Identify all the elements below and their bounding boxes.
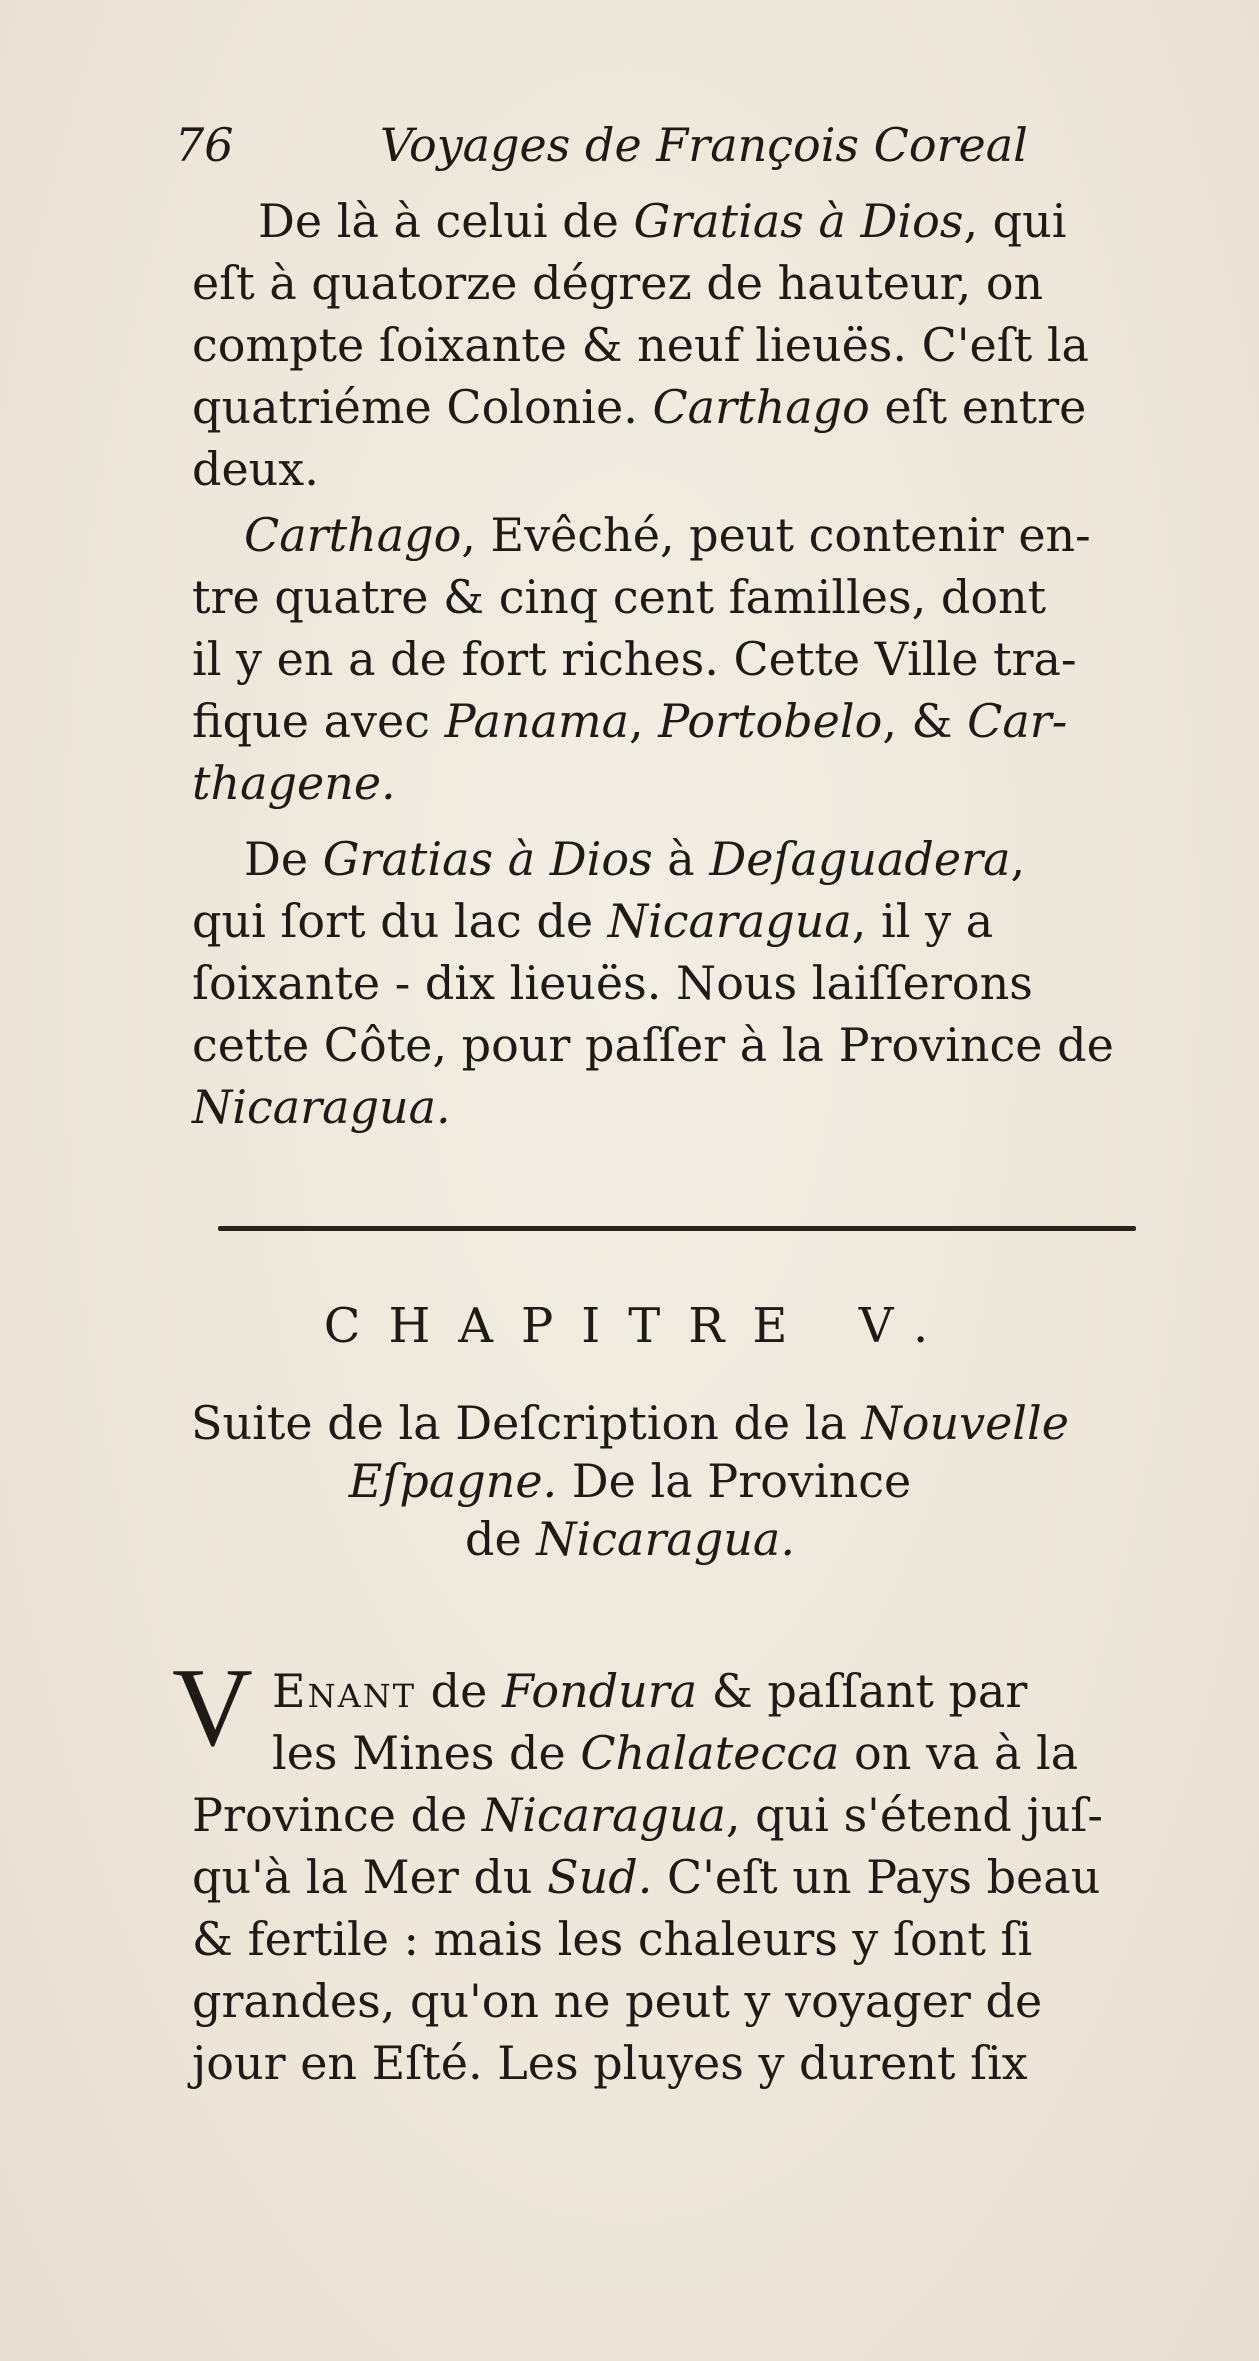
italic-run: Gratias à Dios xyxy=(633,194,964,248)
text-line xyxy=(272,1726,1079,1780)
text-run: deux. xyxy=(192,442,319,496)
italic-run: Fondura xyxy=(501,1664,698,1718)
italic-run: Car- xyxy=(967,694,1068,748)
text-line xyxy=(192,1850,1101,1904)
text-run: , & xyxy=(882,694,968,748)
text-line xyxy=(244,832,1026,886)
section-rule xyxy=(218,1226,1136,1231)
text-run: grandes, qu'on ne peut y voyager de xyxy=(192,1974,1043,2028)
italic-run: Nicaragua. xyxy=(536,1512,795,1566)
text-run: , qui xyxy=(963,194,1067,248)
italic-run: Carthago xyxy=(244,508,462,562)
italic-run: thagene. xyxy=(192,756,396,810)
text-run: eſt à quatorze dégrez de hauteur, on xyxy=(192,256,1044,310)
text-run: tre quatre & cinq cent familles, dont xyxy=(192,570,1047,624)
text-run: on va à la xyxy=(839,1726,1079,1780)
text-run: qu'à la Mer du xyxy=(192,1850,548,1904)
text-line xyxy=(192,442,319,496)
text-line xyxy=(192,380,1087,434)
text-run: les Mines de xyxy=(272,1726,581,1780)
text-line xyxy=(192,2036,1028,2090)
text-line xyxy=(192,756,396,810)
text-line xyxy=(192,632,1077,686)
text-line xyxy=(192,256,1044,310)
drop-cap: V xyxy=(172,1646,253,1770)
text-line xyxy=(192,1080,451,1134)
text-run: quatriéme Colonie. xyxy=(192,380,653,434)
chapter-title: CHAPITRE V. xyxy=(323,1298,957,1354)
text-line xyxy=(192,956,1033,1010)
text-run: De là à celui de xyxy=(258,194,634,248)
text-line xyxy=(192,570,1047,624)
italic-run: Carthago xyxy=(652,380,870,434)
text-run: cette Côte, pour paſſer à la Province de xyxy=(192,1018,1114,1072)
italic-run: Sud. xyxy=(547,1850,653,1904)
italic-run: Panama xyxy=(444,694,630,748)
text-run: , Evêché, peut contenir en- xyxy=(461,508,1091,562)
text-run: & fertile : mais les chaleurs y ſont ſi xyxy=(192,1912,1033,1966)
italic-run: Deſaguadera xyxy=(709,832,1011,886)
text-run: eſt entre xyxy=(869,380,1087,434)
text-run: Province de xyxy=(192,1788,482,1842)
text-run: compte ſoixante & neuf lieuës. C'eſt la xyxy=(192,318,1089,372)
italic-run: Eſpagne. xyxy=(348,1454,558,1508)
text-line xyxy=(192,1912,1033,1966)
running-title: Voyages de François Coreal xyxy=(380,118,1028,172)
text-line xyxy=(192,1018,1114,1072)
subtitle-line xyxy=(175,1512,1085,1566)
italic-run: Nouvelle xyxy=(861,1396,1069,1450)
text-run: de xyxy=(465,1512,537,1566)
text-run: à xyxy=(652,832,710,886)
text-run: jour en Eſté. Les pluyes y durent ſix xyxy=(192,2036,1028,2090)
text-run: de xyxy=(416,1664,502,1718)
text-run: & paſſant par xyxy=(697,1664,1028,1718)
italic-run: Nicaragua xyxy=(607,894,852,948)
text-line xyxy=(192,694,1068,748)
text-run: qui ſort du lac de xyxy=(192,894,608,948)
text-line xyxy=(272,1664,1028,1718)
italic-run: Nicaragua. xyxy=(192,1080,451,1134)
text-run: Suite de la Deſcription de la xyxy=(191,1396,862,1450)
text-run: fique avec xyxy=(192,694,445,748)
italic-run: Gratias à Dios xyxy=(322,832,653,886)
subtitle-line xyxy=(175,1454,1085,1508)
text-run: il y en a de fort riches. Cette Ville tra- xyxy=(192,632,1077,686)
text-line xyxy=(244,508,1091,562)
text-line xyxy=(192,1974,1043,2028)
text-run: , xyxy=(629,694,659,748)
text-line xyxy=(192,1788,1103,1842)
page-number: 76 xyxy=(175,118,234,172)
text-line xyxy=(192,318,1089,372)
text-line xyxy=(192,894,994,948)
running-header xyxy=(175,118,1075,178)
subtitle-line xyxy=(175,1396,1085,1450)
italic-run: Nicaragua xyxy=(481,1788,726,1842)
text-run: , il y a xyxy=(851,894,994,948)
text-run: ſoixante - dix lieuës. Nous laiſſerons xyxy=(192,956,1033,1010)
text-run: De la Province xyxy=(557,1454,912,1508)
text-run: , qui s'étend juſ- xyxy=(725,1788,1103,1842)
text-run: De xyxy=(244,832,323,886)
lead-word: Enant xyxy=(272,1664,417,1718)
italic-run: Chalatecca xyxy=(580,1726,840,1780)
italic-run: Portobelo xyxy=(658,694,883,748)
text-run: C'eſt un Pays beau xyxy=(652,1850,1101,1904)
text-run: , xyxy=(1010,832,1026,886)
text-line xyxy=(258,194,1067,248)
